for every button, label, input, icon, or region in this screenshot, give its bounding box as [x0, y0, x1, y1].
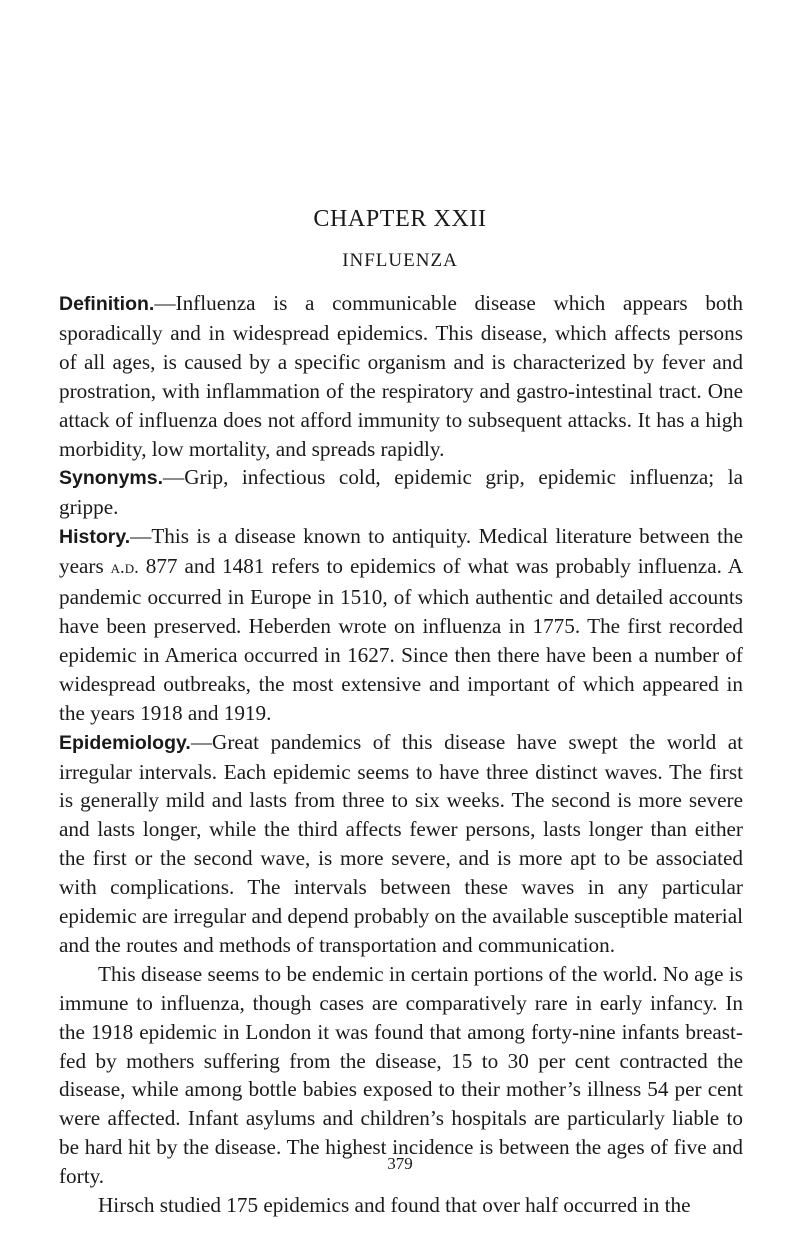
endemic-paragraph: This disease seems to be endemic in certain portions of the world. No age is immune to influenza, though cases are comparatively rare in early infancy. In the 1918 epidemic in London it was found that among forty-nine infants breast-fed by mothers suffering from the disease, 15 to 30 per cent contracted the disease, while among bottle babies exposed to their mother’s illness 54 per cent were affected. Infant asylums and children’s hospitals are particularly liable to be hard hit by the disease. The highest incidence is between the ages of five and forty.: [59, 961, 743, 1189]
history-text-a: —This is a disease known to antiquity. Medical literature between the years: [59, 524, 743, 579]
definition-paragraph: [59, 289, 743, 463]
history-paragraph: [59, 522, 743, 727]
hirsch-paragraph: Hirsch studied 175 epidemics and found that over half occurred in the: [98, 1193, 691, 1218]
epidemiology-heading: Epidemiology.: [59, 731, 191, 754]
synonyms-heading: Synonyms.: [59, 467, 164, 490]
epidemiology-paragraph: [59, 728, 743, 960]
definition-text: —Influenza is a communicable disease which appears both sporadically and in widespread epidemics. This disease, which affects persons of all ages, is caused by a specific organism and is characterized by fever and prostration, with inflammation of the respiratory and gastro-intestinal tract. One attack of influenza does not afford immunity to subsequent attacks. It has a high morbidity, low mortality, and spreads rapidly.: [59, 291, 743, 461]
history-heading: History.: [59, 526, 131, 549]
section-title: INFLUENZA: [342, 250, 458, 271]
history-text-b: 877 and 1481 refers to epidemics of what was probably influenza. A pandemic occurred in Europe in 1510, of which authentic and detailed accounts have been preserved. Heberden wrote on influenza in 1775. The first recorded epidemic in America occurred in 1627. Since then there have been a number of widespread outbreaks, the most extensive and important of which appeared in the years 1918 and 1919.: [59, 554, 744, 725]
synonyms-text: —Grip, infectious cold, epidemic grip, epidemic influenza; la grippe.: [59, 465, 743, 520]
definition-heading: Definition.: [59, 293, 155, 315]
epidemiology-text: —Great pandemics of this disease have swept the world at irregular intervals. Each epidemic seems to have three distinct waves. The first is generally mild and lasts from three to six weeks. The second is more severe and lasts longer, while the third affects fewer persons, lasts longer than either the first or the second wave, is more severe, and is more apt to be associated with complications. The intervals between these waves in any particular epidemic are irregular and depend probably on the available susceptible material and the routes and methods of transportation and communication.: [59, 729, 743, 957]
page-number: 379: [387, 1154, 413, 1173]
body-text: [59, 289, 743, 1220]
history-era: a.d.: [110, 557, 139, 579]
synonyms-paragraph: [59, 463, 743, 522]
chapter-title: CHAPTER XXII: [313, 206, 487, 232]
